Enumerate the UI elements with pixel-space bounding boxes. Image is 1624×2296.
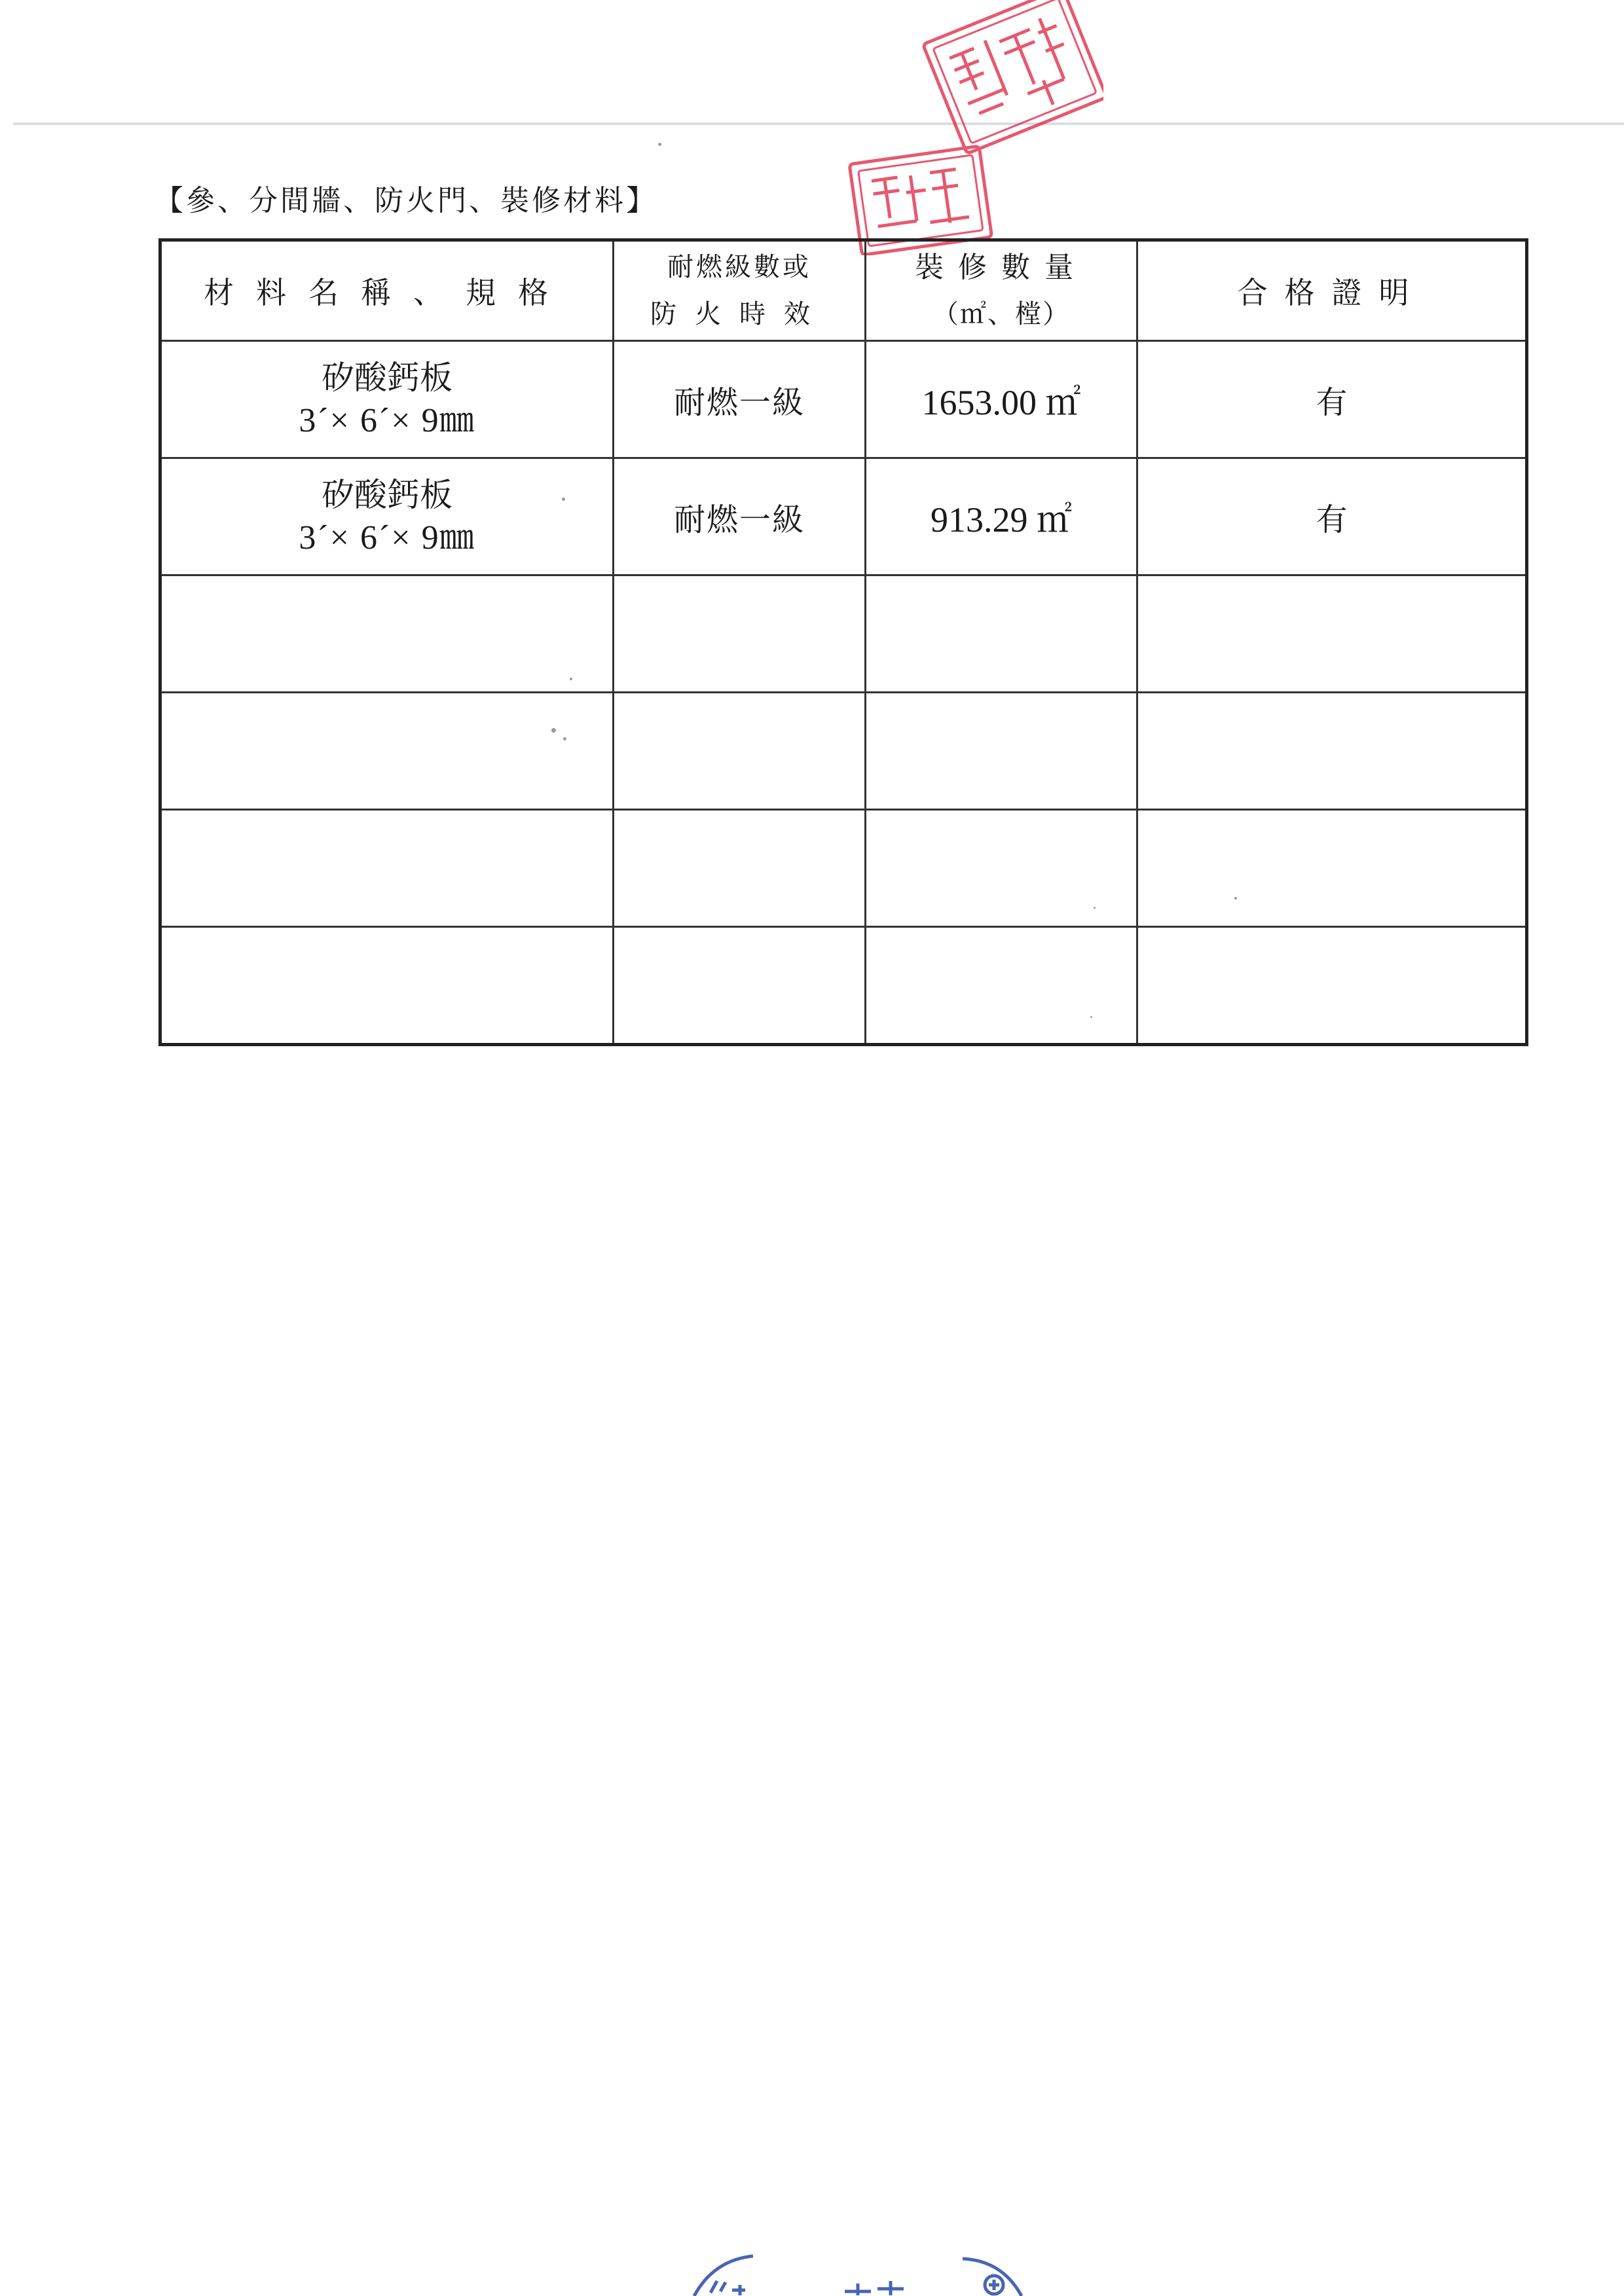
header-quantity: 裝修數量 （㎡、樘） <box>866 240 1137 341</box>
table-row <box>160 693 1527 810</box>
table-row <box>160 341 1527 458</box>
red-seal-stamp <box>841 0 1103 255</box>
cell-certificate: 有 <box>1137 341 1527 458</box>
cell-quantity <box>866 810 1137 927</box>
cell-material-name: 矽酸鈣板 3´× 6´× 9㎜ <box>160 458 614 575</box>
cell-fire-rating <box>614 810 866 927</box>
cell-quantity: 913.29 ㎡ <box>866 458 1137 575</box>
blue-seal-stamp <box>681 2252 1048 2296</box>
materials-table-wrapper <box>158 238 1525 1046</box>
cell-material-name <box>160 693 614 810</box>
cell-certificate <box>1137 810 1527 927</box>
table-row <box>160 458 1527 575</box>
table-row <box>160 927 1527 1045</box>
table-header-row <box>160 240 1527 341</box>
cell-certificate <box>1137 693 1527 810</box>
cell-quantity <box>866 575 1137 693</box>
header-certificate: 合格證明 <box>1137 240 1527 341</box>
scan-top-rule <box>13 122 1624 126</box>
header-material-name: 材料名稱、規格 <box>160 240 614 341</box>
header-fire-rating: 耐燃級數或 防火時效 <box>614 240 866 341</box>
cell-material-name <box>160 927 614 1045</box>
cell-fire-rating <box>614 927 866 1045</box>
cell-fire-rating: 耐燃一級 <box>614 458 866 575</box>
scan-speck <box>658 143 661 146</box>
scan-speck <box>1094 907 1096 909</box>
cell-certificate <box>1137 575 1527 693</box>
section-heading: 【參、分間牆、防火門、裝修材料】 <box>155 184 657 217</box>
table-row <box>160 575 1527 693</box>
cell-fire-rating: 耐燃一級 <box>614 341 866 458</box>
cell-quantity: 1653.00 ㎡ <box>866 341 1137 458</box>
cell-quantity <box>866 927 1137 1045</box>
cell-material-name <box>160 575 614 693</box>
materials-table <box>158 238 1528 1046</box>
scan-speck <box>1090 1016 1092 1018</box>
scan-speck <box>562 498 565 501</box>
cell-fire-rating <box>614 575 866 693</box>
cell-certificate: 有 <box>1137 458 1527 575</box>
cell-certificate <box>1137 927 1527 1045</box>
cell-material-name: 矽酸鈣板 3´× 6´× 9㎜ <box>160 341 614 458</box>
scan-speck <box>570 678 572 680</box>
scan-speck <box>1234 897 1237 900</box>
cell-fire-rating <box>614 693 866 810</box>
cell-quantity <box>866 693 1137 810</box>
scan-speck <box>563 737 566 740</box>
cell-material-name <box>160 810 614 927</box>
table-row <box>160 810 1527 927</box>
scan-speck <box>551 728 556 733</box>
